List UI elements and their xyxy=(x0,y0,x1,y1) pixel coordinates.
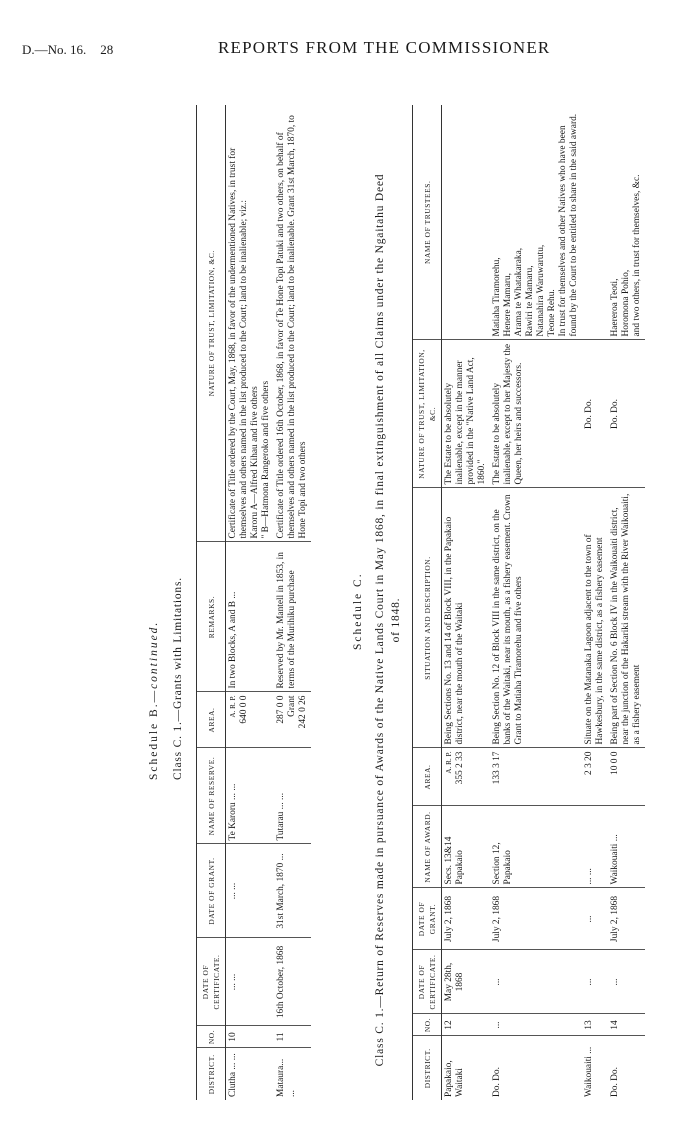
schedule-c-table xyxy=(412,105,645,1100)
area-cell xyxy=(226,692,275,748)
no-cell: 12 xyxy=(442,1014,491,1036)
area-value: 287 0 0 xyxy=(276,695,286,724)
trustees-cell: Matiaha Tiramorehu, Henere Mamaru, Arama te Whatakaraka, Rawiri te Mamaru, Natanahira Waruwarutu, Teone Rehu. In trust for themselves and other Natives who have been found by the Court to be entitled to share in the said award. xyxy=(490,105,582,340)
district-cell xyxy=(274,1048,311,1100)
date-grant-cell: ... xyxy=(582,888,608,950)
schedule-b-header-row xyxy=(197,105,226,1100)
award-cell: Waikouaiti ... xyxy=(608,806,645,888)
area-units: A. R. P. xyxy=(445,751,453,774)
leader-dots: ... xyxy=(228,1053,238,1061)
area-value: 640 0 0 xyxy=(239,695,249,724)
schedule-c-class-title: Class C. 1.—Return of Reserves made in pursuance of Awards of the Native Lands Court in May 1868, in final extinguishment of all Claims under the Ngaitahu Deed of 1848. xyxy=(374,173,402,1067)
col-trustees: NAME OF TRUSTEES. xyxy=(413,105,442,340)
date-certificate-cell: 16th October, 1868 xyxy=(274,938,311,1026)
date-certificate-cell: ... xyxy=(582,950,608,1014)
table-row xyxy=(274,105,311,1100)
col-area: AREA. xyxy=(413,748,442,806)
schedule-b-continued: continued. xyxy=(148,620,160,689)
situation-cell: Being part of Section No. 6 Block IV in the Waikouaiti district, near the junction of the Hakariki stream with the River Waikouaiti, as a fishery easement xyxy=(608,488,645,748)
schedule-b-table xyxy=(196,105,311,1100)
schedule-b-heading xyxy=(148,621,160,780)
district-cell: Do. Do. xyxy=(610,1067,620,1097)
district-cell: Papakaio, Waitaki xyxy=(444,1060,465,1097)
no-cell: 13 xyxy=(582,1014,608,1036)
rotated-page-body xyxy=(140,95,700,1110)
col-nature: NATURE OF TRUST, LIMITATION, &C. xyxy=(413,340,442,488)
page-series xyxy=(22,42,113,58)
col-name-award: NAME OF AWARD. xyxy=(413,806,442,888)
district-text: Clutha ... xyxy=(228,1062,238,1097)
nature-cell: The Estate to be absolutely inalienable, except in the manner provided in the "Native Land Act, 1860." xyxy=(442,340,491,488)
award-cell: Section 12, Papakaio xyxy=(490,806,582,888)
area-grant-label: Grant xyxy=(287,695,297,717)
page-header xyxy=(22,38,678,62)
no-cell: 14 xyxy=(608,1014,645,1036)
nature-cell: Certificate of Title ordered 16th October, 1868, in favor of Te Hone Topi Patuki and two others, on behalf of themselves and others named in the list produced to the Court; land to be inalienable. Grant 31st March, 1870, to Hone Topi and two others xyxy=(274,105,311,542)
district-cell: Do. Do. xyxy=(492,1067,502,1097)
col-date-grant: DATE OF GRANT. xyxy=(197,844,226,938)
no-cell: ... xyxy=(490,1014,582,1036)
schedule-b-class-title: Class C. 1.—Grants with Limitations. xyxy=(172,577,184,780)
col-remarks: REMARKS. xyxy=(197,542,226,692)
page-number: 28 xyxy=(100,42,114,57)
no-cell: 11 xyxy=(274,1026,311,1048)
leader-dots: ... xyxy=(228,783,238,791)
col-no: NO. xyxy=(413,1014,442,1036)
schedule-c-heading: Schedule C. xyxy=(352,572,364,650)
situation-cell: Situate on the Matanaka Lagoon adjacent to the town of Hawkesbury, in the same district, as a fishery easement xyxy=(582,488,608,748)
leader-dots: ... xyxy=(287,1089,297,1097)
reserve-text: Te Karoru ... xyxy=(228,792,238,841)
series-label: D.—No. 16. xyxy=(22,42,87,57)
remarks-cell: In two Blocks, A and B ... xyxy=(226,542,275,692)
col-situation: SITUATION AND DESCRIPTION. xyxy=(413,488,442,748)
col-name-reserve: NAME OF RESERVE. xyxy=(197,748,226,844)
leader-dots: ... xyxy=(276,792,286,800)
reserve-text: Tutarau ... xyxy=(276,802,286,841)
table-row xyxy=(442,105,491,1100)
schedule-c-header-row xyxy=(413,105,442,1100)
col-district: DISTRICT. xyxy=(413,1036,442,1100)
area-grant-value: 242 0 26 xyxy=(298,695,308,729)
col-area: AREA. xyxy=(197,692,226,748)
table-row xyxy=(226,105,275,1100)
date-certificate-cell: May 28th, 1868 xyxy=(442,950,491,1014)
nature-cell: Do. Do. xyxy=(582,340,608,488)
col-nature: NATURE OF TRUST, LIMITATION, &C. xyxy=(197,105,226,542)
date-certificate-cell: ... xyxy=(490,950,582,1014)
area-cell xyxy=(442,748,491,806)
area-cell: 10 0 0 xyxy=(608,748,645,806)
situation-cell: Being Section No. 12 of Block VIII in the same district, on the banks of the Waitaki, near its mouth, as a fishery easement. Crown Grant to Matiaha Tiramorehu and five others xyxy=(490,488,582,748)
col-date-grant: DATE OF GRANT. xyxy=(413,888,442,950)
col-date-certificate: DATE OF CERTIFICATE. xyxy=(413,950,442,1014)
schedule-b-heading-text: Schedule B.— xyxy=(148,688,160,780)
date-grant-cell: 31st March, 1870 ... xyxy=(274,844,311,938)
area-units: A. R. P. xyxy=(229,695,237,718)
table-row xyxy=(608,105,645,1100)
remarks-cell: Reserved by Mr. Mantell in 1853, in terms of the Murihiku purchase xyxy=(274,542,311,692)
date-grant-cell: July 2, 1868 xyxy=(442,888,491,950)
reserve-cell xyxy=(226,748,275,844)
area-cell xyxy=(274,692,311,748)
nature-cell: Do. Do. xyxy=(608,340,645,488)
area-cell: 2 3 20 xyxy=(582,748,608,806)
date-grant-cell: July 2, 1868 xyxy=(490,888,582,950)
page-title: REPORTS FROM THE COMMISSIONER xyxy=(218,38,551,57)
date-grant-cell: ... ... xyxy=(226,844,275,938)
trustees-cell: Haereroa Teoti, Horomona Pohio, and two others, in trust for themselves, &c. xyxy=(608,105,645,340)
district-cell xyxy=(226,1048,275,1100)
award-cell: ... ... xyxy=(582,806,608,888)
col-district: DISTRICT. xyxy=(197,1048,226,1100)
area-value: 355 2 33 xyxy=(455,751,465,785)
table-row xyxy=(490,105,582,1100)
reserve-cell xyxy=(274,748,311,844)
district-cell: Waikouaiti ... xyxy=(584,1046,594,1097)
area-cell: 133 3 17 xyxy=(490,748,582,806)
award-cell: Secs. 13&14 Papakaio xyxy=(442,806,491,888)
trustees-cell xyxy=(442,105,491,340)
col-date-certificate: DATE OF CERTIFICATE. xyxy=(197,938,226,1026)
situation-cell: Being Sections No. 13 and 14 of Block VIII, in the Papakaio district, near the mouth of the Waitaki xyxy=(442,488,491,748)
nature-cell: Certificate of Title ordered by the Court, May, 1868, in favor of the undermentioned Natives, in trust for themselves and others named in the list produced to the Court; land to be inalienable; viz.: Karoru A—Alfred Kihau and five others " B—Hatmona Rangeroko and five others xyxy=(226,105,275,542)
nature-cell: The Estate to be absolutely inalienable, except to her Majesty the Queen, her heirs and successors. xyxy=(490,340,582,488)
date-certificate-cell: ... ... xyxy=(226,938,275,1026)
table-row xyxy=(582,105,608,1100)
date-certificate-cell: ... xyxy=(608,950,645,1014)
trustees-cell xyxy=(582,105,608,340)
date-grant-cell: July 2, 1868 xyxy=(608,888,645,950)
col-no: NO. xyxy=(197,1026,226,1048)
no-cell: 10 xyxy=(226,1026,275,1048)
district-text: Mataura... xyxy=(276,1058,286,1097)
